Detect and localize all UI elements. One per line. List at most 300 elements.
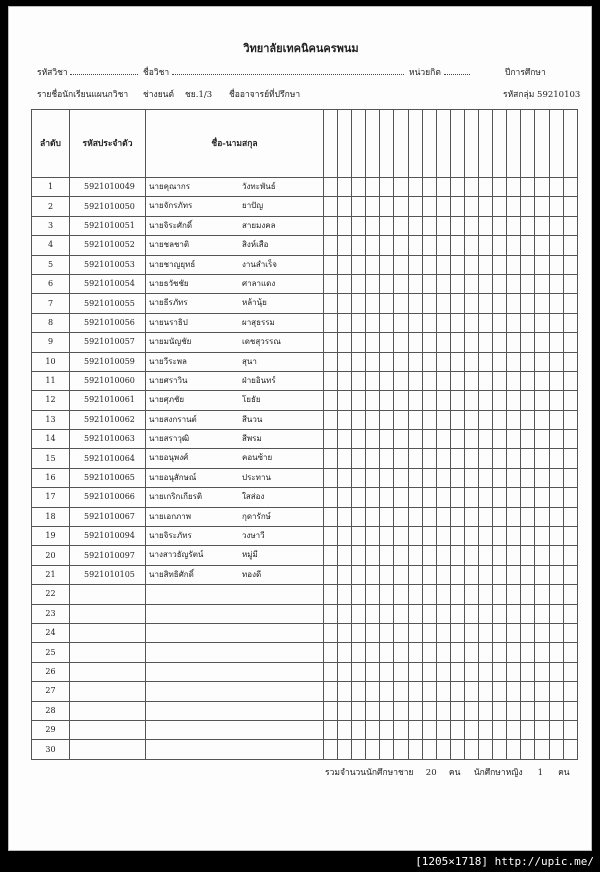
student-name bbox=[146, 236, 324, 255]
mark-cell bbox=[535, 468, 549, 487]
student-first-name: นายชาญยุทธ์ bbox=[149, 259, 196, 269]
mark-cell bbox=[521, 178, 535, 197]
mark-cell bbox=[479, 430, 493, 449]
mark-cell bbox=[563, 430, 577, 449]
mark-cell bbox=[436, 294, 450, 313]
mark-cell bbox=[422, 430, 436, 449]
mark-cell bbox=[324, 682, 338, 701]
mark-cell bbox=[563, 585, 577, 604]
mark-cell bbox=[394, 468, 408, 487]
table-row bbox=[32, 468, 578, 487]
mark-cell bbox=[535, 585, 549, 604]
table-row bbox=[32, 313, 578, 332]
student-name bbox=[146, 371, 324, 390]
table-row bbox=[32, 371, 578, 390]
row-number: 4 bbox=[32, 236, 70, 255]
mark-cell bbox=[394, 274, 408, 293]
row-number: 24 bbox=[32, 623, 70, 642]
mark-cell bbox=[450, 352, 464, 371]
mark-cell bbox=[352, 410, 366, 429]
mark-cell bbox=[563, 507, 577, 526]
student-id bbox=[70, 662, 146, 681]
header-id: รหัสประจำตัว bbox=[70, 110, 146, 178]
mark-cell bbox=[380, 274, 394, 293]
mark-cell bbox=[436, 216, 450, 235]
mark-cell bbox=[366, 662, 380, 681]
table-row bbox=[32, 178, 578, 197]
mark-cell bbox=[366, 720, 380, 739]
mark-cell bbox=[535, 216, 549, 235]
student-last-name: สีนวน bbox=[242, 414, 263, 424]
mark-cell bbox=[380, 488, 394, 507]
mark-cell bbox=[464, 197, 478, 216]
mark-cell bbox=[338, 623, 352, 642]
mark-cell bbox=[436, 449, 450, 468]
mark-cell bbox=[394, 720, 408, 739]
mark-cell bbox=[366, 313, 380, 332]
mark-cell bbox=[549, 604, 563, 623]
mark-cell bbox=[507, 197, 521, 216]
mark-cell bbox=[507, 294, 521, 313]
mark-cell bbox=[535, 371, 549, 390]
mark-cell bbox=[422, 410, 436, 429]
student-id: 5921010097 bbox=[70, 546, 146, 565]
mark-cell bbox=[464, 274, 478, 293]
mark-cell bbox=[422, 662, 436, 681]
mark-cell bbox=[479, 352, 493, 371]
mark-cell bbox=[338, 178, 352, 197]
mark-cell bbox=[549, 371, 563, 390]
mark-cell bbox=[464, 468, 478, 487]
student-id bbox=[70, 604, 146, 623]
mark-cell bbox=[563, 643, 577, 662]
mark-cell bbox=[493, 371, 507, 390]
mark-cell bbox=[436, 371, 450, 390]
mark-cell bbox=[352, 720, 366, 739]
male-unit: คน bbox=[448, 768, 461, 778]
mark-cell bbox=[338, 197, 352, 216]
mark-cell bbox=[366, 391, 380, 410]
mark-cell bbox=[507, 701, 521, 720]
mark-cell bbox=[352, 449, 366, 468]
mark-cell bbox=[436, 391, 450, 410]
mark-cell bbox=[549, 294, 563, 313]
student-first-name: นายสิทธิศักดิ์ bbox=[149, 569, 194, 579]
mark-cell bbox=[366, 565, 380, 584]
mark-cell bbox=[408, 430, 422, 449]
mark-cell bbox=[521, 333, 535, 352]
student-last-name: หมู่มี bbox=[242, 550, 258, 560]
mark-cell bbox=[366, 410, 380, 429]
mark-cell bbox=[464, 294, 478, 313]
mark-cell bbox=[535, 449, 549, 468]
student-id: 5921010105 bbox=[70, 565, 146, 584]
mark-cell bbox=[563, 740, 577, 759]
mark-cell bbox=[450, 410, 464, 429]
mark-cell bbox=[436, 507, 450, 526]
mark-cell bbox=[366, 682, 380, 701]
mark-cell bbox=[352, 236, 366, 255]
mark-cell bbox=[394, 178, 408, 197]
student-last-name: ใสส่อง bbox=[242, 492, 265, 502]
row-number: 25 bbox=[32, 643, 70, 662]
mark-cell bbox=[464, 701, 478, 720]
mark-cell bbox=[549, 701, 563, 720]
mark-cell bbox=[464, 313, 478, 332]
mark-cell bbox=[464, 623, 478, 642]
mark-cell bbox=[521, 546, 535, 565]
mark-cell bbox=[493, 701, 507, 720]
student-id: 5921010052 bbox=[70, 236, 146, 255]
mark-cell bbox=[535, 294, 549, 313]
mark-cell bbox=[422, 682, 436, 701]
row-number: 13 bbox=[32, 410, 70, 429]
mark-cell bbox=[507, 236, 521, 255]
mark-cell bbox=[450, 468, 464, 487]
row-number: 5 bbox=[32, 255, 70, 274]
mark-cell bbox=[549, 178, 563, 197]
mark-cell bbox=[338, 216, 352, 235]
mark-cell bbox=[338, 333, 352, 352]
mark-cell bbox=[549, 255, 563, 274]
mark-cell bbox=[408, 468, 422, 487]
row-number: 22 bbox=[32, 585, 70, 604]
table-row bbox=[32, 546, 578, 565]
mark-cell bbox=[380, 371, 394, 390]
table-row bbox=[32, 391, 578, 410]
table-row bbox=[32, 701, 578, 720]
mark-cell bbox=[450, 255, 464, 274]
mark-cell bbox=[338, 410, 352, 429]
mark-cell bbox=[479, 178, 493, 197]
mark-cell bbox=[324, 701, 338, 720]
mark-cell bbox=[408, 333, 422, 352]
mark-cell bbox=[338, 507, 352, 526]
mark-cell bbox=[366, 430, 380, 449]
student-id bbox=[70, 623, 146, 642]
mark-cell bbox=[507, 720, 521, 739]
mark-cell bbox=[366, 255, 380, 274]
mark-cell bbox=[338, 352, 352, 371]
mark-cell bbox=[394, 585, 408, 604]
mark-cell bbox=[422, 197, 436, 216]
mark-cell bbox=[324, 294, 338, 313]
student-name bbox=[146, 410, 324, 429]
mark-cell bbox=[324, 604, 338, 623]
mark-cell bbox=[549, 333, 563, 352]
table-row bbox=[32, 527, 578, 546]
mark-cell bbox=[450, 313, 464, 332]
mark-cell bbox=[493, 468, 507, 487]
mark-cell bbox=[493, 333, 507, 352]
mark-cell bbox=[479, 274, 493, 293]
mark-cell bbox=[507, 740, 521, 759]
mark-cell bbox=[535, 313, 549, 332]
student-id: 5921010065 bbox=[70, 468, 146, 487]
row-number: 29 bbox=[32, 720, 70, 739]
mark-cell bbox=[436, 604, 450, 623]
row-number: 11 bbox=[32, 371, 70, 390]
mark-cell bbox=[549, 565, 563, 584]
mark-cell bbox=[408, 488, 422, 507]
mark-cell bbox=[450, 585, 464, 604]
mark-cell bbox=[352, 333, 366, 352]
mark-cell bbox=[450, 701, 464, 720]
mark-cell bbox=[464, 178, 478, 197]
mark-cell bbox=[408, 565, 422, 584]
row-number: 18 bbox=[32, 507, 70, 526]
mark-cell bbox=[507, 546, 521, 565]
student-name bbox=[146, 565, 324, 584]
student-id: 5921010055 bbox=[70, 294, 146, 313]
mark-cell bbox=[352, 488, 366, 507]
mark-cell bbox=[394, 643, 408, 662]
student-first-name: นายชลชาติ bbox=[149, 240, 190, 250]
mark-cell bbox=[338, 527, 352, 546]
row-number: 9 bbox=[32, 333, 70, 352]
mark-cell bbox=[507, 371, 521, 390]
mark-cell bbox=[436, 585, 450, 604]
mark-cell bbox=[324, 236, 338, 255]
mark-cell bbox=[380, 507, 394, 526]
mark-cell bbox=[493, 643, 507, 662]
summary-line bbox=[325, 765, 570, 779]
mark-cell bbox=[436, 701, 450, 720]
mark-cell bbox=[464, 643, 478, 662]
mark-cell bbox=[450, 236, 464, 255]
female-unit: คน bbox=[558, 768, 570, 778]
table-row bbox=[32, 274, 578, 293]
student-first-name: นายสราวุฒิ bbox=[149, 434, 190, 444]
mark-cell bbox=[352, 643, 366, 662]
mark-cell bbox=[422, 720, 436, 739]
mark-cell bbox=[394, 352, 408, 371]
subject-name-label: ชื่อวิชา bbox=[143, 68, 170, 78]
mark-cell bbox=[450, 623, 464, 642]
table-row bbox=[32, 585, 578, 604]
mark-cell bbox=[366, 178, 380, 197]
mark-cell bbox=[493, 565, 507, 584]
mark-cell bbox=[450, 216, 464, 235]
mark-cell bbox=[479, 255, 493, 274]
mark-cell bbox=[380, 701, 394, 720]
mark-cell bbox=[324, 178, 338, 197]
table-row bbox=[32, 449, 578, 468]
mark-cell bbox=[436, 682, 450, 701]
mark-cell bbox=[535, 643, 549, 662]
mark-cell bbox=[521, 527, 535, 546]
mark-cell bbox=[380, 468, 394, 487]
mark-cell bbox=[394, 740, 408, 759]
mark-cell bbox=[535, 197, 549, 216]
mark-cell bbox=[422, 527, 436, 546]
mark-cell bbox=[549, 527, 563, 546]
header-mark-cell bbox=[338, 110, 352, 178]
mark-cell bbox=[338, 488, 352, 507]
mark-cell bbox=[464, 682, 478, 701]
mark-cell bbox=[464, 236, 478, 255]
mark-cell bbox=[464, 371, 478, 390]
mark-cell bbox=[324, 313, 338, 332]
mark-cell bbox=[422, 546, 436, 565]
mark-cell bbox=[324, 449, 338, 468]
student-last-name: วงษาวี bbox=[242, 531, 265, 541]
mark-cell bbox=[535, 488, 549, 507]
mark-cell bbox=[408, 740, 422, 759]
mark-cell bbox=[324, 468, 338, 487]
mark-cell bbox=[479, 410, 493, 429]
mark-cell bbox=[507, 352, 521, 371]
mark-cell bbox=[507, 449, 521, 468]
student-first-name: นายอนุพงศ์ bbox=[149, 453, 189, 463]
header-mark-cell bbox=[549, 110, 563, 178]
mark-cell bbox=[479, 313, 493, 332]
mark-cell bbox=[352, 740, 366, 759]
mark-cell bbox=[366, 527, 380, 546]
mark-cell bbox=[521, 604, 535, 623]
student-first-name: นายศราวิน bbox=[149, 375, 188, 385]
mark-cell bbox=[366, 740, 380, 759]
mark-cell bbox=[450, 178, 464, 197]
mark-cell bbox=[324, 527, 338, 546]
mark-cell bbox=[549, 197, 563, 216]
mark-cell bbox=[352, 507, 366, 526]
student-last-name: คอนซ้าย bbox=[242, 453, 273, 463]
department-label: รายชื่อนักเรียนแผนกวิชา bbox=[37, 90, 129, 100]
subject-code-field bbox=[37, 65, 138, 79]
student-id: 5921010066 bbox=[70, 488, 146, 507]
mark-cell bbox=[422, 178, 436, 197]
mark-cell bbox=[521, 682, 535, 701]
mark-cell bbox=[422, 255, 436, 274]
mark-cell bbox=[394, 565, 408, 584]
header-mark-cell bbox=[450, 110, 464, 178]
row-number: 30 bbox=[32, 740, 70, 759]
table-row bbox=[32, 255, 578, 274]
mark-cell bbox=[394, 527, 408, 546]
mark-cell bbox=[436, 488, 450, 507]
mark-cell bbox=[352, 274, 366, 293]
student-id bbox=[70, 740, 146, 759]
mark-cell bbox=[352, 468, 366, 487]
student-last-name: งานสำเร็จ bbox=[242, 259, 277, 269]
mark-cell bbox=[394, 701, 408, 720]
mark-cell bbox=[479, 740, 493, 759]
student-table bbox=[31, 109, 578, 760]
mark-cell bbox=[366, 585, 380, 604]
row-number: 17 bbox=[32, 488, 70, 507]
mark-cell bbox=[422, 274, 436, 293]
group-code bbox=[503, 87, 580, 101]
mark-cell bbox=[507, 643, 521, 662]
mark-cell bbox=[563, 313, 577, 332]
mark-cell bbox=[450, 546, 464, 565]
mark-cell bbox=[408, 507, 422, 526]
mark-cell bbox=[408, 352, 422, 371]
student-name bbox=[146, 430, 324, 449]
mark-cell bbox=[479, 701, 493, 720]
mark-cell bbox=[521, 197, 535, 216]
row-number: 27 bbox=[32, 682, 70, 701]
mark-cell bbox=[366, 371, 380, 390]
mark-cell bbox=[394, 236, 408, 255]
male-total-label: รวมจำนวนนักศึกษาชาย bbox=[325, 768, 414, 778]
header-mark-cell bbox=[464, 110, 478, 178]
mark-cell bbox=[366, 643, 380, 662]
mark-cell bbox=[535, 391, 549, 410]
mark-cell bbox=[479, 643, 493, 662]
student-id: 5921010064 bbox=[70, 449, 146, 468]
student-first-name: นายเอกภาพ bbox=[149, 511, 192, 521]
mark-cell bbox=[479, 236, 493, 255]
mark-cell bbox=[521, 701, 535, 720]
mark-cell bbox=[464, 604, 478, 623]
table-row bbox=[32, 662, 578, 681]
mark-cell bbox=[380, 623, 394, 642]
mark-cell bbox=[352, 527, 366, 546]
mark-cell bbox=[549, 468, 563, 487]
student-id: 5921010053 bbox=[70, 255, 146, 274]
mark-cell bbox=[380, 604, 394, 623]
mark-cell bbox=[408, 178, 422, 197]
mark-cell bbox=[352, 216, 366, 235]
mark-cell bbox=[338, 662, 352, 681]
mark-cell bbox=[422, 623, 436, 642]
mark-cell bbox=[408, 294, 422, 313]
mark-cell bbox=[338, 740, 352, 759]
mark-cell bbox=[493, 294, 507, 313]
mark-cell bbox=[507, 216, 521, 235]
female-total-value: 1 bbox=[537, 768, 544, 778]
mark-cell bbox=[563, 216, 577, 235]
male-total-value: 20 bbox=[425, 768, 437, 778]
student-last-name: หล้านุ้ย bbox=[242, 298, 267, 308]
mark-cell bbox=[394, 371, 408, 390]
student-name bbox=[146, 294, 324, 313]
mark-cell bbox=[464, 662, 478, 681]
mark-cell bbox=[436, 333, 450, 352]
table-row bbox=[32, 410, 578, 429]
mark-cell bbox=[507, 468, 521, 487]
mark-cell bbox=[352, 313, 366, 332]
female-total-label: นักศึกษาหญิง bbox=[473, 768, 523, 778]
student-first-name: นายเกริกเกียรติ bbox=[149, 492, 203, 502]
mark-cell bbox=[450, 333, 464, 352]
mark-cell bbox=[422, 643, 436, 662]
mark-cell bbox=[549, 507, 563, 526]
mark-cell bbox=[563, 701, 577, 720]
mark-cell bbox=[338, 585, 352, 604]
header-mark-cell bbox=[422, 110, 436, 178]
student-id bbox=[70, 643, 146, 662]
mark-cell bbox=[394, 216, 408, 235]
student-name bbox=[146, 623, 324, 642]
mark-cell bbox=[366, 197, 380, 216]
mark-cell bbox=[493, 740, 507, 759]
mark-cell bbox=[535, 662, 549, 681]
student-name bbox=[146, 585, 324, 604]
credits-blank bbox=[444, 66, 470, 75]
mark-cell bbox=[563, 410, 577, 429]
mark-cell bbox=[366, 236, 380, 255]
student-id bbox=[70, 585, 146, 604]
mark-cell bbox=[324, 546, 338, 565]
college-title: วิทยาลัยเทคนิคนครพนม bbox=[243, 42, 359, 55]
mark-cell bbox=[549, 585, 563, 604]
mark-cell bbox=[436, 313, 450, 332]
mark-cell bbox=[408, 546, 422, 565]
row-number: 12 bbox=[32, 391, 70, 410]
